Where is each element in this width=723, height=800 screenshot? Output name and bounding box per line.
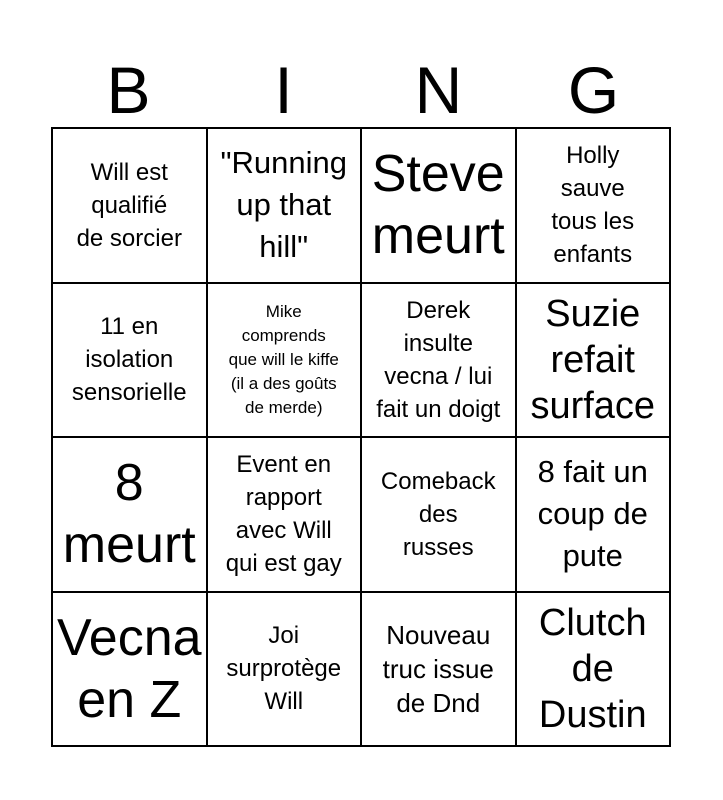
cell-text: 8 meurt [62,454,196,575]
bingo-cell[interactable] [208,593,363,748]
cell-text: Clutch de Dustin [538,601,647,736]
cell-text: Will est qualifié de sorcier [76,158,182,252]
bingo-cell[interactable] [517,438,672,593]
header-letter-b: B [106,53,151,127]
bingo-cell[interactable] [517,284,672,439]
cell-text: Vecna en Z [56,608,202,729]
bingo-cell[interactable] [208,129,363,284]
bingo-cell[interactable] [517,593,672,748]
cell-text: Joi surprotège Will [226,622,342,716]
header-letter-g: G [567,53,620,127]
bingo-cell[interactable] [53,129,208,284]
cell-text: Mike comprends que will le kiffe (il a des goûts de merde) [228,301,339,417]
bingo-cell[interactable] [362,129,517,284]
bingo-cell[interactable] [208,284,363,439]
cell-text: Steve meurt [371,145,505,266]
bingo-cell[interactable] [208,438,363,593]
bingo-cell[interactable] [362,593,517,748]
cell-text: 8 fait un coup de pute [537,454,648,574]
bingo-cell[interactable] [517,129,672,284]
header-letter-n: N [414,53,463,127]
bingo-cell[interactable] [362,438,517,593]
cell-text: "Running up that hill" [220,145,347,265]
cell-text: 11 en isolation sensorielle [71,313,187,407]
cell-text: Comeback des russes [380,467,496,561]
cell-text: Holly sauve tous les enfants [551,142,635,269]
bingo-grid [51,127,671,747]
bingo-cell[interactable] [53,438,208,593]
bingo-cell[interactable] [53,593,208,748]
bingo-cell[interactable] [362,284,517,439]
cell-text: Nouveau truc issue de Dnd [382,619,494,718]
bingo-header [51,52,671,128]
bingo-cell[interactable] [53,284,208,439]
cell-text: Event en rapport avec Will qui est gay [225,451,342,578]
header-letter-i: I [274,53,293,127]
cell-text: Suzie refait surface [530,292,656,427]
cell-text: Derek insulte vecna / lui fait un doigt [376,296,501,423]
